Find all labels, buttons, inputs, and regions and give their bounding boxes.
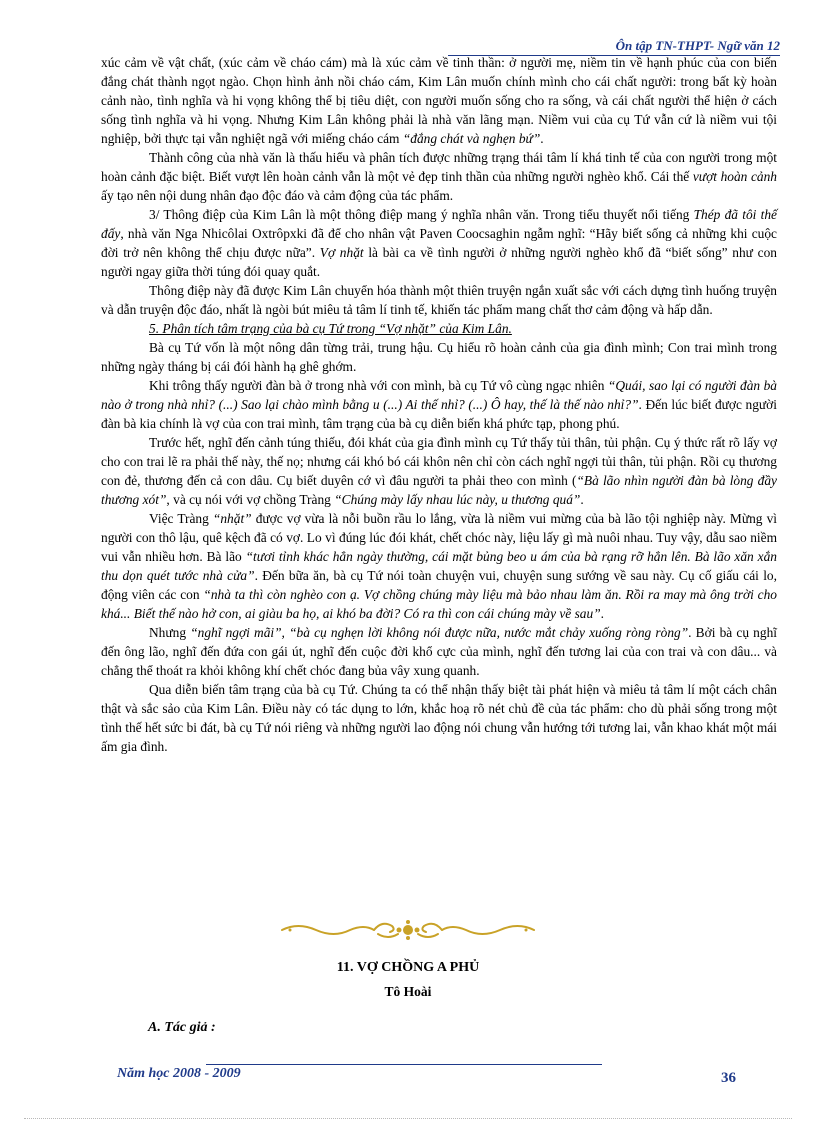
flourish-ornament bbox=[278, 918, 538, 942]
page-bottom-border bbox=[24, 1118, 792, 1119]
paragraph-text: . Đến bữa ăn, bà cụ Tứ nói toàn chuyện vui, chuyện sung sướng về sau này. Cụ cố giấu cái lo, động viên các con bbox=[101, 568, 777, 602]
sub-heading: A. Tác giả : bbox=[148, 1020, 216, 1035]
page-header-title: Ôn tập TN-THPT- Ngữ văn 12 bbox=[615, 38, 780, 53]
section-title: 11. VỢ CHỒNG A PHỦ bbox=[336, 960, 480, 975]
body-paragraph bbox=[101, 433, 777, 509]
italic-quote: “Chúng mày lấy nhau lúc này, u thương quá” bbox=[334, 492, 581, 507]
paragraph-text: 5. Phân tích tâm trạng của bà cụ Tứ trong “Vợ nhặt” của Kim Lân. bbox=[149, 321, 512, 336]
paragraph-text: Bà cụ Tứ vốn là một nông dân từng trải, trung hậu. Cụ hiểu rõ hoàn cảnh của gia đình mình; Con trai mình trong những ngày tháng bị cái đói hành hạ ghê ghớm. bbox=[101, 340, 777, 374]
body-paragraph bbox=[101, 53, 777, 148]
paragraph-text: 3/ Thông điệp của Kim Lân là một thông điệp mang ý nghĩa nhân văn. Trong tiểu thuyết nổi tiếng bbox=[149, 207, 694, 222]
body-paragraph bbox=[101, 338, 777, 376]
paragraph-text: xúc cảm về vật chất, (xúc cảm về cháo cám) mà là xúc cảm về tinh thần: ở người mẹ, niềm tin về hạnh phúc của con biến đắng chát thành ngọt ngào. Chọn hình ảnh nồi cháo cám, Kim Lân muốn chính mình cho cái chất người: trong bất kỳ hoàn cảnh nào, tình nghĩa và hi vọng không thể bị tiêu diệt, con người muốn sống cho ra sống, và cái chất người thể hiện ở cách sống tình nghĩa và hi vọng. Nhưng Kim Lân không phải là nhà văn lãng mạn. Niềm vui của cụ Tứ vẫn cứ là niềm vui tội nghiệp, bởi thực tại vẫn nghiệt ngã với miếng cháo cám bbox=[101, 55, 777, 146]
paragraph-text: Trước hết, nghĩ đến cảnh túng thiếu, đói khát của gia đình mình cụ Tứ thấy tủi thân, tủi phận. Cụ ý thức rất rõ lấy vợ cho con trai lẽ ra phải thế này, thế nọ; nhưng cái khó bó cái khôn nên chỉ còn cách nghĩ ngợi tủi thân, tủi phận. Rồi cụ thương con đẻ, thương đến cả con dâu. Cụ biết duyên cớ vì đâu người ta phải theo con mình ( bbox=[101, 435, 777, 488]
paragraph-text: Thành công của nhà văn là thấu hiểu và phân tích được những trạng thái tâm lí khá tinh tế của con người trong một hoàn cảnh đặc biệt. Biết vượt lên hoàn cảnh vẫn là một vẻ đẹp tinh thần của những người nghèo khổ. Cái thế bbox=[101, 150, 777, 184]
paragraph-text: . Bởi bà cụ nghĩ đến ông lão, nghĩ đến đứa con gái út, nghĩ đến cuộc đời khổ cực của mình, nghĩ đến tương lai của con trai và con dâu... và chẳng thể thoát ra khỏi không khí chết chóc đang bủa vây xung quanh. bbox=[101, 625, 777, 678]
paragraph-text: . bbox=[600, 606, 604, 621]
paragraph-text: Thông điệp này đã được Kim Lân chuyển hóa thành một thiên truyện ngắn xuất sắc với cách dựng tình huống truyện và dẫn truyện độc đáo, nhất là ngòi bút miêu tả tâm lí tinh tế, khiến tác phẩm mang chất thơ cảm động và hấp dẫn. bbox=[101, 283, 777, 317]
document-body bbox=[101, 53, 777, 756]
body-paragraph bbox=[101, 376, 777, 433]
paragraph-text: . bbox=[580, 492, 584, 507]
footer-divider bbox=[206, 1064, 602, 1065]
page-number: 36 bbox=[721, 1070, 736, 1086]
paragraph-text: Nhưng bbox=[149, 625, 191, 640]
section-author: Tô Hoài bbox=[384, 984, 432, 999]
italic-quote: “Bà lão nhìn người đàn bà lòng đầy thương xót” bbox=[101, 473, 777, 507]
italic-quote: Vợ nhặt bbox=[319, 245, 364, 260]
italic-quote: “nhà ta thì còn nghèo con ạ. Vợ chồng chúng mày liệu mà bảo nhau làm ăn. Rồi ra may mà ông trời cho khá... Biết thế nào hở con, ai giàu ba họ, ai khó ba đời? Có ra thì con cái chúng mày về sau” bbox=[101, 587, 777, 621]
footer-school-year: Năm học 2008 - 2009 bbox=[117, 1066, 241, 1081]
italic-quote: “đắng chát và nghẹn bứ” bbox=[402, 131, 541, 146]
italic-quote: “nghĩ ngợi mãi”, “bà cụ nghẹn lời không nói được nữa, nước mắt chảy xuống ròng ròng” bbox=[190, 625, 689, 640]
paragraph-text: ấy tạo nên nội dung nhân đạo độc đáo và cảm động của tác phẩm. bbox=[101, 188, 454, 203]
italic-quote: “Quái, sao lại có người đàn bà nào ở trong nhà nhỉ? (...) Sao lại chào mình bằng u (...) Ai thế nhỉ? (...) Ô hay, thế là thế nào nhỉ?” bbox=[101, 378, 777, 412]
paragraph-text: , và cụ nói với vợ chồng Tràng bbox=[166, 492, 335, 507]
body-paragraph bbox=[101, 509, 777, 623]
paragraph-text: . bbox=[540, 131, 544, 146]
italic-quote: vượt hoàn cảnh bbox=[692, 169, 777, 184]
paragraph-text: Khi trông thấy người đàn bà ở trong nhà với con mình, bà cụ Tứ vô cùng ngạc nhiên bbox=[149, 378, 608, 393]
paragraph-text: Qua diễn biến tâm trạng của bà cụ Tứ. Chúng ta có thể nhận thấy biệt tài phát hiện và miêu tả tâm lí một cách chân thật và sắc sảo của Kim Lân. Điều này có tác dụng to lớn, khắc hoạ rõ nét chủ đề của tác phẩm: cho dù phải sống trong một tình thế hết sức bi đát, bà cụ Tứ nói riêng và những người lao động nói chung vẫn hướng tới tương lai, vẫn khao khát một mái ấm gia đình. bbox=[101, 682, 777, 754]
paragraph-text: , nhà văn Nga Nhicôlai Oxtrôpxki đã để cho nhân vật Paven Coocsaghin ngẫm nghĩ: “Hãy biết sống cả những khi cuộc đời trở nên không thể chịu được nữa”. bbox=[101, 226, 777, 260]
subsection-heading bbox=[101, 319, 777, 338]
body-paragraph bbox=[101, 281, 777, 319]
paragraph-text: là bài ca về tình người ở những người nghèo khổ đã “biết sống” như con người ngay giữa thời túng đói quay quắt. bbox=[101, 245, 777, 279]
body-paragraph bbox=[101, 148, 777, 205]
body-paragraph bbox=[101, 680, 777, 756]
paragraph-text: được vợ vừa là nỗi buồn rầu lo lắng, vừa là niềm vui mừng của bà lão tội nghiệp này. Mừng vì người con thô lậu, quê kệch đã có vợ. Lo vì đúng lúc đói khát, chết chóc này, liệu lấy gì mà nuôi nhau. Tuy vậy, dẫu sao niềm vui vẫn nhiều hơn. Bà lão bbox=[101, 511, 777, 564]
body-paragraph bbox=[101, 623, 777, 680]
body-paragraph bbox=[101, 205, 777, 281]
paragraph-text: . Đến lúc biết được người đàn bà kia chính là vợ của con trai mình, tâm trạng của bà cụ diễn biến khá phức tạp, phong phú. bbox=[101, 397, 777, 431]
paragraph-text: Việc Tràng bbox=[149, 511, 213, 526]
italic-quote: Thép đã tôi thế đấy bbox=[101, 207, 777, 241]
italic-quote: “tươi tỉnh khác hẳn ngày thường, cái mặt bủng beo u ám của bà rạng rỡ hẳn lên. Bà lão xăn xắn thu dọn quét tước nhà cửa” bbox=[101, 549, 777, 583]
italic-quote: “nhặt” bbox=[212, 511, 252, 526]
